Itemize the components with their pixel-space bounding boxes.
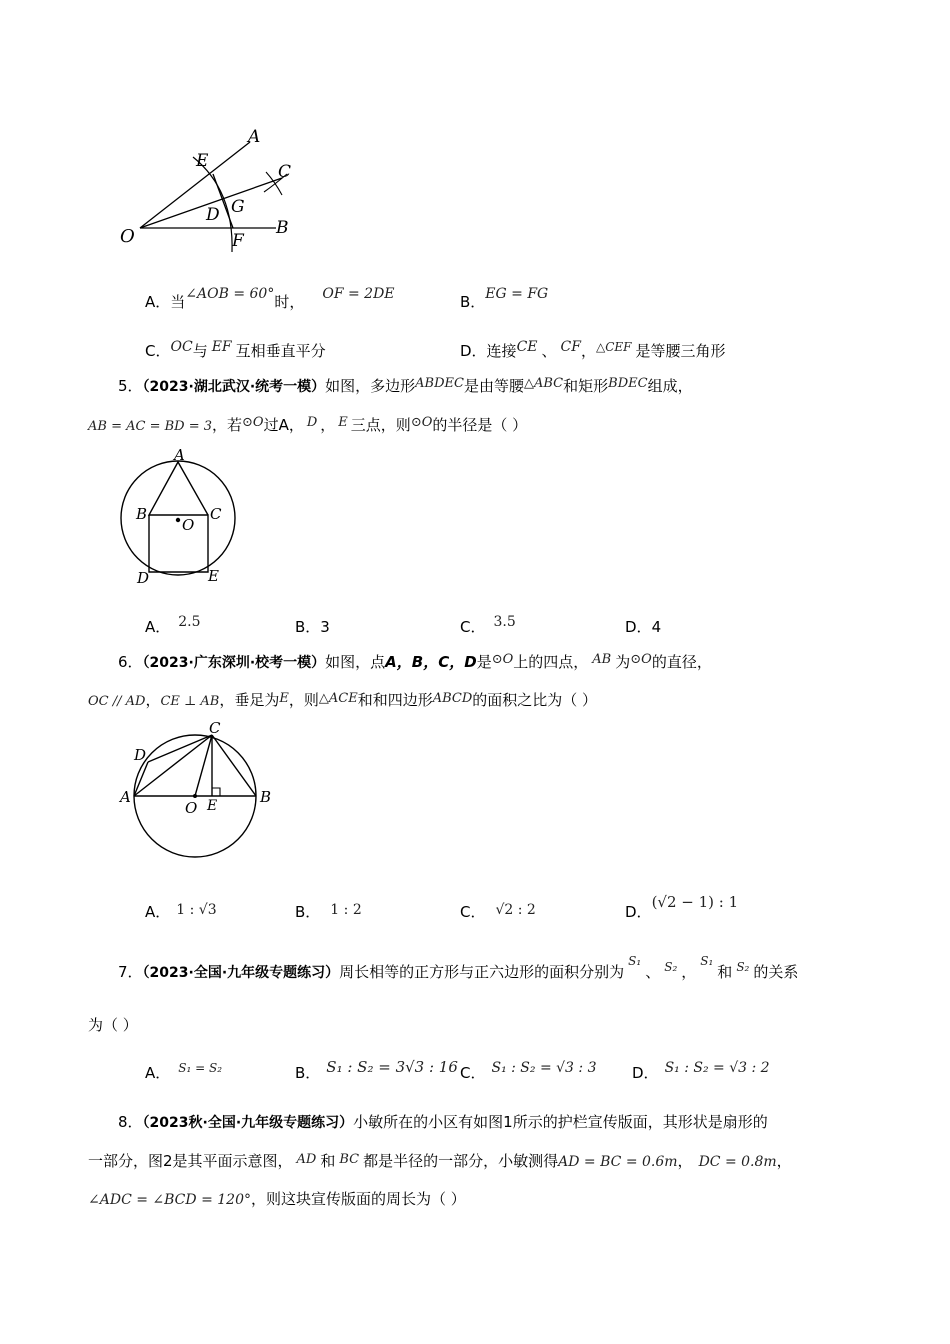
q6-option-a-value: 1 : √3: [176, 902, 217, 918]
q5-option-d-value: 4: [651, 618, 662, 636]
q7-source: （2023·全国·九年级专题练习）: [142, 965, 340, 981]
q5-label-o: O: [182, 516, 195, 534]
q7-option-d-prefix: D．: [632, 1064, 659, 1082]
q7-text5: 的关系: [753, 963, 799, 981]
q6-line2-math3: E: [279, 691, 289, 706]
q5-option-d-prefix: D．: [625, 618, 652, 636]
q7-math4: S₂: [736, 960, 750, 974]
q7-option-b[interactable]: [295, 1058, 458, 1083]
q4-option-a[interactable]: [145, 286, 395, 313]
q6-segment-ac: [134, 735, 212, 796]
q6-option-b-value: 1 : 2: [330, 902, 362, 918]
q5-line2-text1: ，若: [212, 416, 243, 434]
q4-option-d[interactable]: [460, 341, 725, 362]
q8-line2-text3: 都是半径的一部分，小敏测得: [363, 1152, 559, 1170]
q6-center-dot: [193, 794, 197, 798]
q7-option-a[interactable]: [145, 1063, 222, 1084]
label-a: A: [248, 127, 261, 147]
q8-line2-math4: DC = 0.8m: [698, 1154, 777, 1170]
q6-option-a[interactable]: [145, 902, 217, 923]
q5-label-b: B: [136, 505, 148, 523]
q5-option-c-value: 3.5: [493, 614, 516, 630]
q6-text5: 的直径，: [651, 653, 712, 671]
q8-source: （2023秋·全国·九年级专题练习）: [142, 1115, 354, 1131]
q4-option-b-math: EG = FG: [485, 286, 549, 302]
q6-option-d-value: (√2 − 1) : 1: [651, 893, 739, 911]
q6-option-b[interactable]: [295, 902, 362, 923]
q6-option-c[interactable]: [460, 902, 536, 923]
q6-segment-oc: [195, 735, 212, 796]
q6-points: A，B，C，D: [385, 653, 477, 671]
q4-option-d-math1: CE: [516, 339, 538, 355]
q5-text3: 和矩形: [563, 377, 609, 395]
q4-option-d-mid2: ，: [580, 342, 596, 360]
q5-math2: △ABC: [524, 376, 564, 391]
q8-line2-text1: 一部分，图2是其平面示意图，: [88, 1152, 293, 1170]
q6-label-b: B: [260, 788, 272, 806]
label-e: E: [196, 151, 209, 171]
q4-option-b-prefix: B．: [460, 293, 486, 311]
q5-option-a[interactable]: [145, 614, 201, 638]
q4-option-b[interactable]: [460, 286, 549, 313]
q4-option-d-prefix: D．连接: [460, 342, 517, 360]
q7-number: 7．: [118, 963, 143, 981]
q4-option-a-prefix: A．当: [145, 293, 186, 311]
q6-math2: AB: [592, 652, 612, 667]
q4-option-d-math3: △CEF: [595, 340, 632, 354]
q7-text2: 、: [645, 963, 661, 981]
q8-stem-line2: [88, 1151, 792, 1173]
q8-stem-line1: [118, 1112, 768, 1133]
q6-line2-math1: OC // AD: [88, 694, 146, 709]
q7-text4: 和: [717, 963, 733, 981]
q5-center-dot: [176, 518, 180, 522]
q5-line2-math4: E: [338, 415, 348, 430]
q6-option-a-prefix: A．: [145, 903, 171, 921]
q6-figure: [118, 720, 278, 870]
q4-option-a-mid: 时，: [274, 293, 305, 311]
q6-right-angle-mark: [212, 788, 220, 796]
q5-text4: 组成，: [647, 377, 693, 395]
q6-label-a: A: [120, 788, 131, 806]
q7-text1: 周长相等的正方形与正六边形的面积分别为: [339, 963, 625, 981]
q5-line2-math2: ⊙O: [242, 415, 264, 430]
q6-option-d[interactable]: [625, 893, 739, 922]
q7-option-a-value: S₁ = S₂: [178, 1061, 223, 1075]
q5-option-b-prefix: B．: [295, 618, 321, 636]
label-f: F: [232, 231, 244, 251]
q5-option-a-value: 2.5: [178, 614, 201, 630]
q7-option-b-value: S₁ : S₂ = 3√3 : 16: [326, 1058, 458, 1076]
q6-text2: 是: [476, 653, 492, 671]
label-c: C: [278, 162, 292, 182]
q6-label-e: E: [207, 798, 218, 814]
q4-option-c-prefix: C．: [145, 342, 171, 360]
q6-text3: 上的四点，: [513, 653, 589, 671]
q6-option-d-prefix: D．: [625, 903, 652, 921]
q6-stem-line2: [88, 690, 597, 712]
q8-line3-math1: ∠ADC = ∠BCD = 120°: [88, 1192, 251, 1208]
q7-option-c[interactable]: [460, 1060, 597, 1084]
q6-line2-text4: 和和四边形: [357, 691, 433, 709]
q5-line2-text2: 过A，: [263, 416, 304, 434]
q5-stem-line2: [88, 415, 527, 437]
label-g: G: [231, 197, 245, 217]
q5-line2-text3: ，: [320, 416, 336, 434]
q7-math3: S₁: [700, 954, 714, 968]
q5-math1: ABDEC: [415, 376, 464, 391]
q6-label-d: D: [134, 746, 147, 764]
q6-source: （2023·广东深圳·校考一模）: [142, 655, 326, 671]
q5-text1: 如图，多边形: [325, 377, 416, 395]
q7-option-d[interactable]: [632, 1060, 770, 1084]
q8-line2-math2: BC: [339, 1152, 360, 1167]
q5-line2-math1: AB = AC = BD = 3: [88, 419, 212, 434]
q5-source: （2023·湖北武汉·统考一模）: [142, 379, 326, 395]
q8-line2-math1: AD: [296, 1152, 317, 1167]
q6-line2-math4: △ACE: [318, 691, 358, 706]
q5-option-c-prefix: C．: [460, 618, 486, 636]
q7-option-a-prefix: A．: [145, 1064, 171, 1082]
q4-option-d-mid: 、: [541, 342, 557, 360]
q8-text1: 小敏所在的小区有如图1所示的护栏宣传版面，其形状是扇形的: [353, 1113, 768, 1131]
label-d: D: [206, 205, 220, 225]
q6-option-c-value: √2 : 2: [495, 902, 536, 918]
q4-option-d-suffix: 是等腰三角形: [635, 342, 726, 360]
q4-option-d-math2: CF: [560, 339, 581, 355]
q8-line2-text4: ，: [677, 1152, 693, 1170]
q5-number: 5．: [118, 377, 143, 395]
q6-line2-text3: ，则: [288, 691, 319, 709]
q5-stem-line1: [118, 376, 693, 398]
q7-stem-line2: [88, 1015, 138, 1035]
q4-option-a-math1: ∠AOB = 60°: [185, 286, 275, 302]
q6-stem-line1: [118, 652, 712, 674]
label-b: B: [276, 218, 289, 238]
q5-polygon: [149, 462, 208, 572]
q8-line2-text5: ，: [776, 1152, 792, 1170]
q7-option-c-prefix: C．: [460, 1064, 486, 1082]
q6-line2-math5: ABCD: [432, 691, 473, 706]
q5-text2: 是由等腰: [463, 377, 524, 395]
q6-label-o: O: [185, 799, 198, 817]
q6-option-b-prefix: B．: [295, 903, 321, 921]
q6-number: 6．: [118, 653, 143, 671]
q5-option-c[interactable]: [460, 614, 516, 638]
q5-line2-math3: D: [306, 415, 318, 430]
q4-option-a-math2: OF = 2DE: [322, 286, 395, 302]
q6-line2-text5: 的面积之比为（ ）: [472, 691, 598, 709]
q4-option-c-math2: EF: [211, 339, 232, 355]
q4-option-c-suffix: 互相垂直平分: [235, 342, 326, 360]
q6-math1: ⊙O: [491, 652, 514, 667]
q7-stem-line1: [118, 954, 799, 983]
q6-text1: 如图，点: [325, 653, 386, 671]
q6-segment-cb: [212, 735, 256, 796]
q6-option-c-prefix: C．: [460, 903, 486, 921]
q6-line2-text2: ，垂足为: [219, 691, 280, 709]
q8-number: 8．: [118, 1113, 143, 1131]
q5-label-c: C: [210, 505, 222, 523]
q4-option-c[interactable]: [145, 341, 326, 362]
q4-figure: [110, 120, 310, 260]
q5-math3: BDEC: [608, 376, 648, 391]
q5-figure: [115, 445, 245, 590]
q5-option-b[interactable]: [295, 617, 330, 637]
q5-option-b-value: 3: [320, 618, 330, 636]
q8-line3-text1: ，则这块宣传版面的周长为（ ）: [250, 1190, 466, 1208]
q8-line2-math3: AD = BC = 0.6m: [558, 1154, 678, 1170]
q7-math2: S₂: [664, 960, 678, 974]
q5-line2-text4: 三点，则: [350, 416, 411, 434]
q4-option-c-mid: 与: [192, 342, 208, 360]
q7-math1: S₁: [628, 954, 642, 968]
q6-text4: 为: [615, 653, 631, 671]
q5-label-e: E: [208, 567, 219, 585]
q8-line2-text2: 和: [320, 1152, 336, 1170]
q7-text3: ，: [681, 963, 697, 981]
q5-line2-math5: ⊙O: [410, 415, 433, 430]
q5-line2-text5: 的半径是（ ）: [432, 416, 528, 434]
q8-stem-line3: [88, 1189, 466, 1210]
q6-math3: ⊙O: [630, 652, 652, 667]
label-o: O: [120, 226, 135, 247]
q5-label-a: A: [174, 446, 185, 464]
q5-option-a-prefix: A．: [145, 618, 171, 636]
q4-option-c-math1: OC: [170, 339, 193, 355]
q6-line2-math2: CE ⊥ AB: [160, 694, 220, 709]
q7-option-b-prefix: B．: [295, 1064, 321, 1082]
q7-option-c-value: S₁ : S₂ = √3 : 3: [491, 1060, 597, 1076]
q7-line2-text: 为（ ）: [88, 1016, 138, 1034]
q6-line2-text1: ，: [145, 691, 161, 709]
q6-label-c: C: [209, 719, 221, 737]
q5-option-d[interactable]: [625, 617, 661, 637]
q5-label-d: D: [137, 569, 150, 587]
q7-option-d-value: S₁ : S₂ = √3 : 2: [664, 1060, 770, 1076]
